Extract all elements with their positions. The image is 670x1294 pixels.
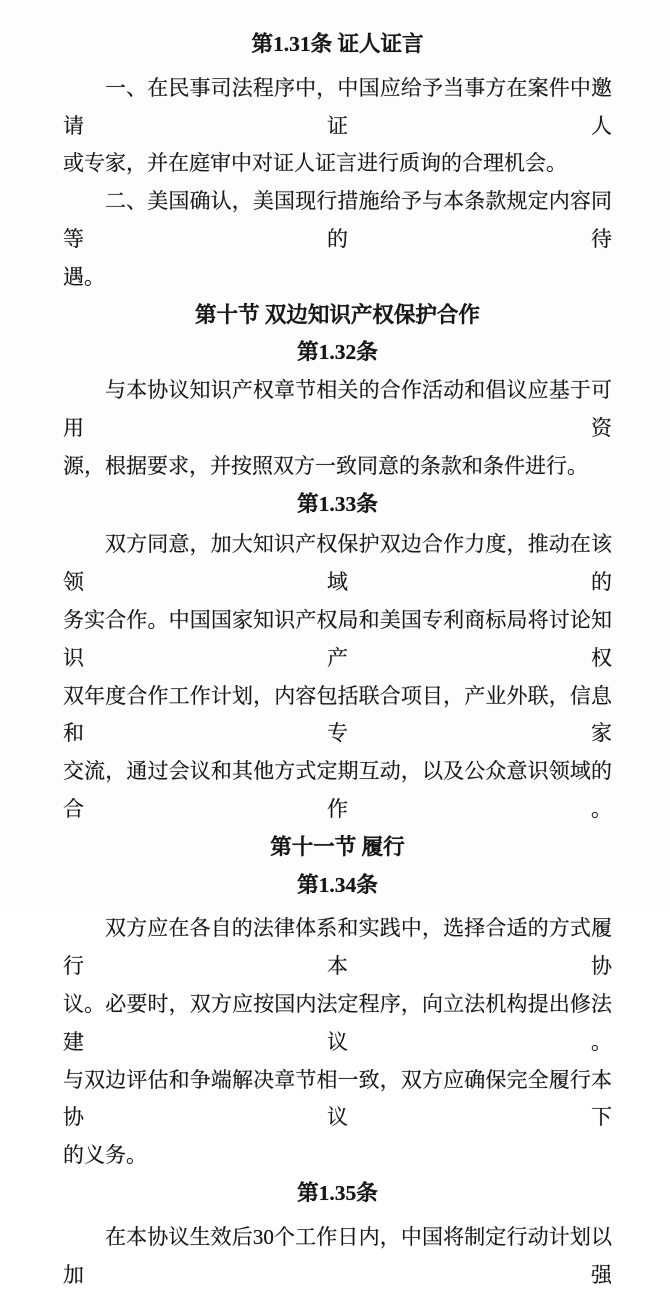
- text-line: 在本协议生效后30个工作日内，中国将制定行动计划以加强: [63, 1224, 612, 1287]
- text-line: 交流，通过会议和其他方式定期互动，以及公众意识领域的合作。: [63, 759, 612, 821]
- heading-article-1-35: 第1.35条: [297, 1180, 378, 1205]
- text-line: 的义务。: [63, 1143, 147, 1168]
- text-line: 双方同意，加大知识产权保护双边合作力度，推动在该领域的: [63, 532, 612, 595]
- paragraph-1-33: [63, 526, 612, 828]
- text-line: 一、在民事司法程序中，中国应给予当事方在案件中邀请证人: [63, 75, 612, 138]
- heading-section-10: 第十节 双边知识产权保护合作: [195, 302, 480, 327]
- paragraph-1-31-1: [63, 70, 612, 183]
- heading-article-1-34: 第1.34条: [297, 872, 378, 897]
- text-line: 议。必要时，双方应按国内法定程序，向立法机构提出修法建议。: [63, 991, 612, 1054]
- heading-section-11: 第十一节 履行: [270, 834, 405, 859]
- text-line: 与本协议知识产权章节相关的合作活动和倡议应基于可用资: [63, 378, 612, 440]
- text-line: 双方应在各自的法律体系和实践中，选择合适的方式履行本协: [63, 916, 612, 979]
- text-line: 二、美国确认，美国现行措施给予与本条款规定内容同等的待: [63, 189, 612, 251]
- heading-article-1-32: 第1.32条: [297, 340, 378, 365]
- text-line: 源，根据要求，并按照双方一致同意的条款和条件进行。: [63, 453, 588, 478]
- text-line: 务实合作。中国国家知识产权局和美国专利商标局将讨论知识产权: [63, 607, 612, 670]
- text-line: 与双边评估和争端解决章节相一致，双方应确保完全履行本协议下: [63, 1067, 612, 1130]
- heading-article-1-33: 第1.33条: [297, 491, 378, 516]
- paragraph-1-35: [63, 1219, 612, 1294]
- heading-article-1-31: 第1.31条 证人证言: [251, 32, 424, 56]
- text-line: 或专家，并在庭审中对证人证言进行质询的合理机会。: [63, 151, 567, 176]
- paragraph-1-34: [63, 910, 612, 1175]
- text-line: 遇。: [63, 264, 105, 289]
- text-line: 双年度合作工作计划，内容包括联合项目，产业外联，信息和专家: [63, 683, 612, 746]
- paragraph-1-32: [63, 372, 612, 485]
- paragraph-1-31-2: [63, 183, 612, 296]
